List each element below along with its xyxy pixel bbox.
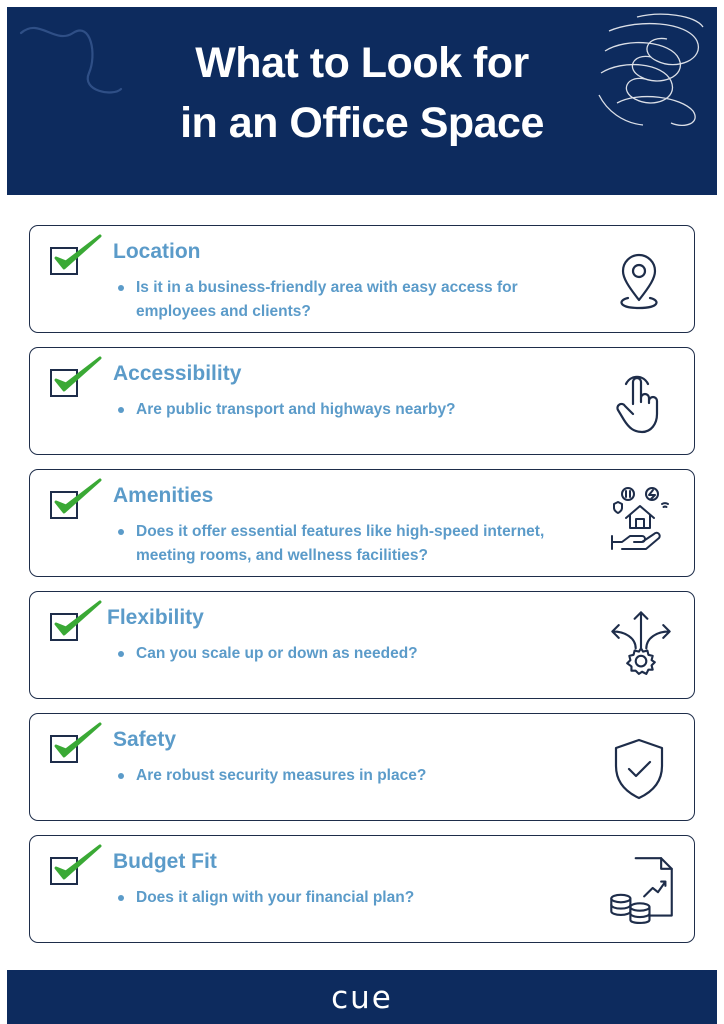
checklist-card-location xyxy=(29,225,695,333)
card-title: Flexibility xyxy=(107,606,204,629)
gear-arrows-icon xyxy=(606,606,676,676)
brand-logo: cue xyxy=(331,980,393,1016)
checkmark-box-icon xyxy=(48,476,108,526)
coins-chart-icon xyxy=(606,854,676,924)
header-banner xyxy=(7,7,717,195)
checklist-card-accessibility xyxy=(29,347,695,455)
card-title: Budget Fit xyxy=(113,850,217,873)
shield-check-icon xyxy=(606,736,672,802)
card-description xyxy=(118,764,588,788)
description-bullet: Does it align with your financial plan? xyxy=(118,886,588,910)
description-bullet: Is it in a business-friendly area with easy access for employees and clients? xyxy=(118,276,588,324)
card-description xyxy=(118,642,588,666)
card-title: Accessibility xyxy=(113,362,242,385)
page-title xyxy=(7,33,717,153)
hand-pointer-icon xyxy=(606,370,672,436)
checklist-card-flexibility xyxy=(29,591,695,699)
checklist-card-safety xyxy=(29,713,695,821)
checklist-card-budget-fit xyxy=(29,835,695,943)
checkmark-box-icon xyxy=(48,598,108,648)
description-bullet: Does it offer essential features like high-speed internet, meeting rooms, and wellness facilities? xyxy=(118,520,588,568)
checkmark-box-icon xyxy=(48,842,108,892)
card-description xyxy=(118,886,588,910)
description-bullet: Can you scale up or down as needed? xyxy=(118,642,588,666)
location-pin-icon xyxy=(606,248,672,314)
page-title-line-1: What to Look for xyxy=(195,39,529,87)
card-description xyxy=(118,276,588,324)
description-bullet: Are public transport and highways nearby? xyxy=(118,398,588,422)
page-title-line-2: in an Office Space xyxy=(180,99,544,147)
description-bullet: Are robust security measures in place? xyxy=(118,764,588,788)
card-description xyxy=(118,520,588,568)
card-title: Safety xyxy=(113,728,177,751)
card-title: Location xyxy=(113,240,201,263)
card-title: Amenities xyxy=(113,484,214,507)
footer-bar xyxy=(7,970,717,1024)
house-hand-icon xyxy=(606,486,672,552)
checkmark-box-icon xyxy=(48,354,108,404)
checkmark-box-icon xyxy=(48,232,108,282)
checkmark-box-icon xyxy=(48,720,108,770)
card-description xyxy=(118,398,588,422)
checklist-card-amenities xyxy=(29,469,695,577)
